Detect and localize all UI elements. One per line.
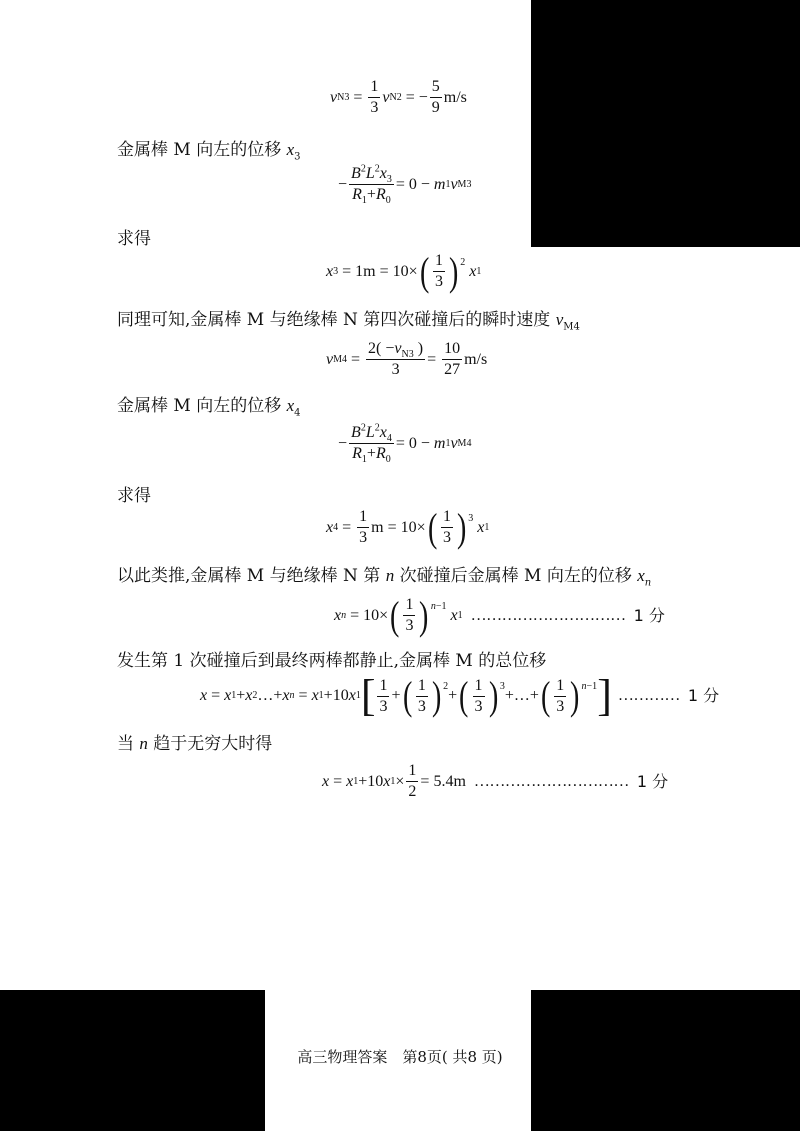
text-displacement-x4: 金属棒 M 向左的位移 $x_4$	[117, 396, 301, 419]
text-total-displacement: 发生第 1 次碰撞后到最终两棒都静止,金属棒 M 的总位移	[117, 651, 547, 671]
leader-dots: …………………………	[470, 606, 626, 624]
equation-impulse-x3: − $\frac{B^2L^2x_3}{R_1+R_0}$ = 0 − m 1 v M3	[338, 163, 472, 207]
equation-x4: x 4 = $\frac{1}{3}$ m = 10× ( $\frac{1}{3}$ ) 3 x 1	[326, 504, 490, 550]
text-qiude-1: 求得	[117, 229, 151, 249]
equation-total-sum: x = x 1 + x 2 …+ x n = x 1 +10 x 1 [ $\frac{1}{3}$ + ( $\frac{1}{3}$ ) 2 + ( $\frac{1}{3}$ ) 3 +…+ ( $\frac{1}{3}$ ) n−1 ] ………… 1 分	[200, 671, 720, 720]
redaction-block-top-right	[531, 0, 800, 247]
text-displacement-x3: 金属棒 M 向左的位移 $x_3$	[117, 140, 301, 163]
text-by-analogy: 以此类推,金属棒 M 与绝缘棒 N 第 n 次碰撞后金属棒 M 向左的位移 $x_n$	[117, 566, 652, 589]
score-label: 1 分	[633, 605, 665, 625]
equation-x3: x 3 = 1m = 10× ( $\frac{1}{3}$ ) 2 x 1	[326, 248, 482, 294]
score-label: 1 分	[636, 771, 669, 791]
text-qiude-2: 求得	[117, 486, 151, 506]
equation-vM4: v M4 = $\frac{2( -v_{N3} )}{3}$ = $\frac{10}{27}$ m/s	[326, 340, 488, 378]
score-label: 1 分	[687, 686, 720, 705]
page-footer: 高三物理答案 第8页( 共8 页)	[297, 1048, 503, 1066]
equation-impulse-x4: − $\frac{B^2L^2x_4}{R_1+R_0}$ = 0 − m 1 v M4	[338, 422, 472, 466]
equation-final-x: x = x 1 +10 x 1 × $\frac{1}{2}$ = 5.4m ………………………… 1 分	[322, 762, 669, 800]
equation-vN3: v N3 = $\frac{1}{3}$ v N2 = − $\frac{5}{9}$ m/s	[330, 78, 467, 116]
leader-dots: …………………………	[473, 772, 629, 790]
equation-xn: x n = 10× ( $\frac{1}{3}$ ) n−1 x 1 ………………………… 1 分	[334, 592, 665, 638]
text-fourth-collision: 同理可知,金属棒 M 与绝缘棒 N 第四次碰撞后的瞬时速度 $v_{M4}$	[117, 310, 580, 333]
text-n-infinity: 当 n 趋于无穷大时得	[117, 734, 273, 754]
